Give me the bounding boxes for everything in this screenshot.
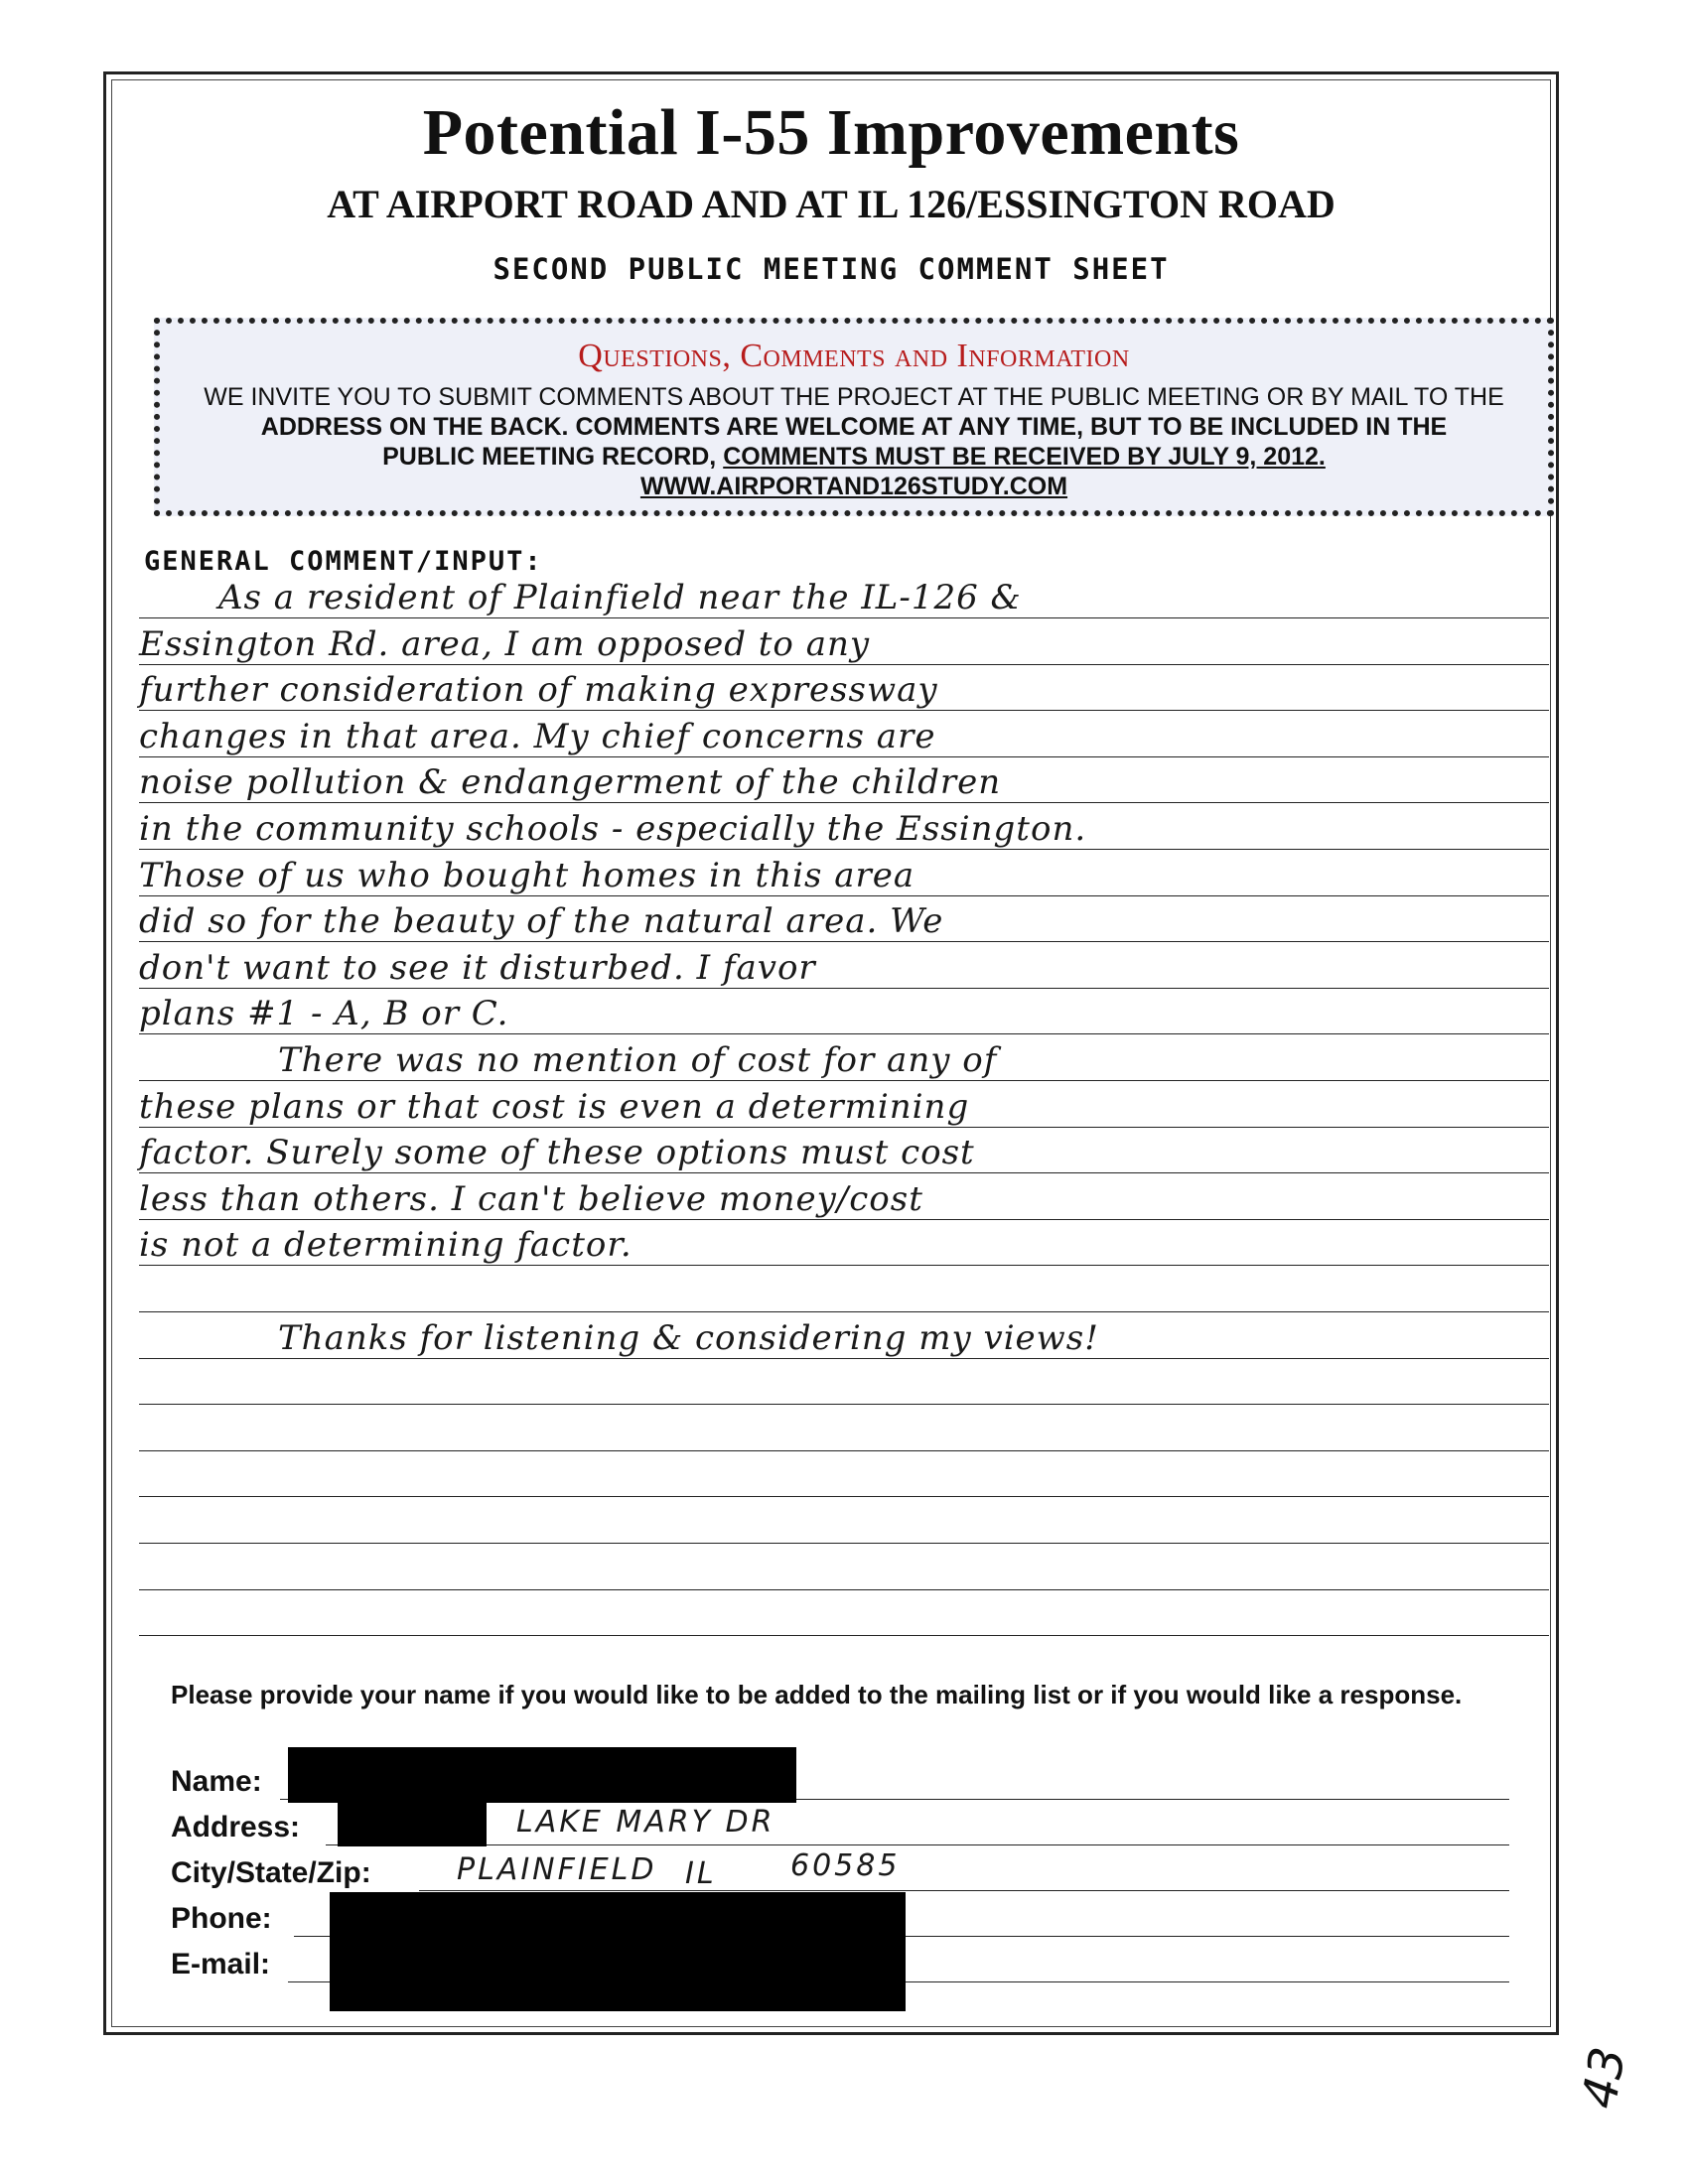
handwritten-line: further consideration of making expressway bbox=[139, 670, 938, 711]
handwritten-line: changes in that area. My chief concerns are bbox=[139, 716, 936, 756]
phone-label: Phone: bbox=[171, 1902, 272, 1935]
ruled-line bbox=[139, 710, 1549, 711]
page-title: Potential I-55 Improvements bbox=[422, 96, 1240, 169]
zip-value: 60585 bbox=[790, 1848, 901, 1883]
info-line-1: WE INVITE YOU TO SUBMIT COMMENTS ABOUT THE PROJECT AT THE PUBLIC MEETING OR BY MAIL TO THE bbox=[204, 383, 1504, 411]
handwritten-line: factor. Surely some of these options must cost bbox=[139, 1133, 975, 1173]
ruled-line bbox=[139, 895, 1549, 896]
ruled-line bbox=[139, 1450, 1549, 1451]
ruled-line bbox=[139, 1265, 1549, 1266]
ruled-line bbox=[139, 756, 1549, 757]
address-label: Address: bbox=[171, 1811, 301, 1843]
ruled-line bbox=[139, 1358, 1549, 1359]
info-line-3 bbox=[160, 443, 1548, 472]
handwritten-line: Essington Rd. area, I am opposed to any bbox=[139, 623, 871, 664]
ruled-line bbox=[139, 1127, 1549, 1128]
deadline-text: COMMENTS MUST BE RECEIVED BY JULY 9, 2012. bbox=[723, 443, 1326, 471]
ruled-line bbox=[139, 1635, 1549, 1636]
handwritten-line: these plans or that cost is even a determining bbox=[139, 1086, 970, 1127]
ruled-line bbox=[139, 849, 1549, 850]
website-link[interactable]: WWW.AIRPORTAND126STUDY.COM bbox=[639, 473, 1068, 500]
ruled-line bbox=[139, 1033, 1549, 1034]
city-state-zip-field[interactable] bbox=[419, 1890, 1509, 1891]
redaction-phone-email bbox=[330, 1892, 906, 2011]
page-subtitle: AT AIRPORT ROAD AND AT IL 126/ESSINGTON ROAD bbox=[327, 182, 1336, 226]
ruled-line bbox=[139, 664, 1549, 665]
ruled-line bbox=[139, 1080, 1549, 1081]
sheet-label: SECOND PUBLIC MEETING COMMENT SHEET bbox=[492, 252, 1170, 286]
handwritten-line: don't want to see it disturbed. I favor bbox=[139, 947, 816, 988]
ruled-line bbox=[139, 1589, 1549, 1590]
city-state-zip-label: City/State/Zip: bbox=[171, 1856, 371, 1889]
handwritten-line: As a resident of Plainfield near the IL-126 & bbox=[218, 578, 1022, 617]
handwritten-line: plans #1 - A, B or C. bbox=[139, 994, 509, 1034]
redaction-address bbox=[338, 1793, 487, 1846]
info-line-2: ADDRESS ON THE BACK. COMMENTS ARE WELCOME AT ANY TIME, BUT TO BE INCLUDED IN THE bbox=[260, 413, 1448, 441]
address-value: LAKE MARY DR bbox=[516, 1805, 775, 1840]
ruled-line bbox=[139, 1219, 1549, 1220]
handwritten-line: did so for the beauty of the natural area. We bbox=[139, 901, 944, 942]
contact-prompt: Please provide your name if you would like to be added to the mailing list or if you would like a response. bbox=[171, 1680, 1463, 1709]
name-label: Name: bbox=[171, 1765, 262, 1798]
handwritten-line: noise pollution & endangerment of the children bbox=[139, 762, 1002, 803]
ruled-line bbox=[139, 1496, 1549, 1497]
address-field[interactable] bbox=[326, 1844, 1509, 1845]
info-box bbox=[154, 318, 1554, 516]
info-heading: Questions, Comments and Information bbox=[578, 338, 1130, 374]
general-comment-label: GENERAL COMMENT/INPUT: bbox=[144, 546, 543, 577]
ruled-line bbox=[139, 802, 1549, 803]
email-label: E-mail: bbox=[171, 1948, 271, 1980]
ruled-line bbox=[139, 988, 1549, 989]
handwritten-line: in the community schools - especially the Essington. bbox=[139, 809, 1087, 849]
ruled-line bbox=[139, 1404, 1549, 1405]
info-line-3-text: PUBLIC MEETING RECORD, bbox=[382, 443, 724, 471]
handwritten-line: Thanks for listening & considering my views! bbox=[278, 1317, 1099, 1358]
handwritten-line: There was no mention of cost for any of bbox=[278, 1040, 998, 1080]
handwritten-line: is not a determining factor. bbox=[139, 1225, 633, 1266]
page-number: 43 bbox=[1571, 2043, 1637, 2113]
state-value: IL bbox=[685, 1856, 717, 1891]
ruled-line bbox=[139, 941, 1549, 942]
handwritten-line: Those of us who bought homes in this area bbox=[139, 855, 915, 895]
ruled-line bbox=[139, 617, 1549, 618]
handwritten-line: less than others. I can't believe money/cost bbox=[139, 1178, 923, 1219]
ruled-line bbox=[139, 1311, 1549, 1312]
ruled-line bbox=[139, 1543, 1549, 1544]
ruled-line bbox=[139, 1172, 1549, 1173]
city-value: PLAINFIELD bbox=[457, 1852, 657, 1887]
